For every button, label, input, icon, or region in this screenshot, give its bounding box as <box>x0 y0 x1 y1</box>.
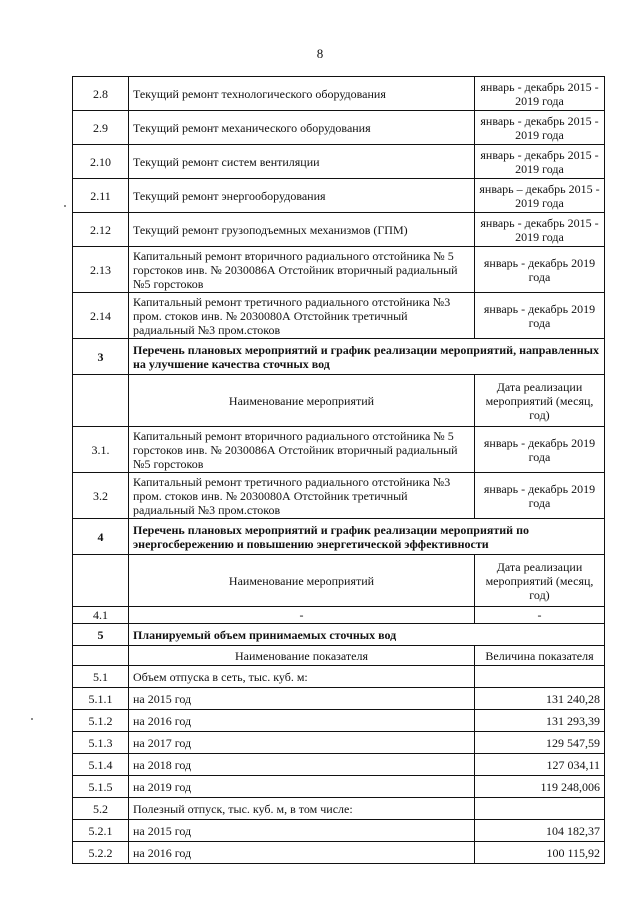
row-value: 104 182,37 <box>475 820 605 842</box>
row-number: 3.2 <box>73 473 129 519</box>
table-row <box>73 732 605 754</box>
row-value: 129 547,59 <box>475 732 605 754</box>
row-date: январь - декабрь 2015 - 2019 года <box>475 145 605 179</box>
table-row <box>73 179 605 213</box>
row-name: Капитальный ремонт третичного радиального отстойника №3 пром. стоков инв. № 2030080А Отстойник третичный радиальный №3 пром.стоков <box>129 293 475 339</box>
section-title: Перечень плановых мероприятий и график реализации мероприятий, направленных на улучшение качества сточных вод <box>129 339 605 375</box>
section-title: Перечень плановых мероприятий и график реализации мероприятий по энергосбережению и повышению энергетической эффективности <box>129 519 605 555</box>
row-name: Текущий ремонт систем вентиляции <box>129 145 475 179</box>
table-row <box>73 293 605 339</box>
table-row <box>73 213 605 247</box>
row-name: на 2017 год <box>129 732 475 754</box>
empty-cell <box>73 646 129 666</box>
row-number: 2.12 <box>73 213 129 247</box>
table-row <box>73 776 605 798</box>
row-date: январь - декабрь 2015 - 2019 года <box>475 77 605 111</box>
section-number: 5 <box>73 624 129 646</box>
column-header-name: Наименование мероприятий <box>129 555 475 607</box>
row-number: 5.2 <box>73 798 129 820</box>
column-header-date: Дата реализации мероприятий (месяц, год) <box>475 555 605 607</box>
column-header-date: Дата реализации мероприятий (месяц, год) <box>475 375 605 427</box>
row-number: 5.1.2 <box>73 710 129 732</box>
row-number: 4.1 <box>73 607 129 624</box>
row-number: 3.1. <box>73 427 129 473</box>
row-name: на 2018 год <box>129 754 475 776</box>
row-value <box>475 798 605 820</box>
row-name: на 2016 год <box>129 842 475 864</box>
column-header-row <box>73 646 605 666</box>
section-header-row <box>73 519 605 555</box>
row-value <box>475 666 605 688</box>
table-row <box>73 473 605 519</box>
row-number: 5.1.5 <box>73 776 129 798</box>
row-value: 119 248,006 <box>475 776 605 798</box>
row-name: на 2019 год <box>129 776 475 798</box>
table-row <box>73 666 605 688</box>
table-row <box>73 247 605 293</box>
row-number: 2.9 <box>73 111 129 145</box>
row-number: 2.13 <box>73 247 129 293</box>
section-header-row <box>73 339 605 375</box>
table-row <box>73 842 605 864</box>
row-number: 5.1.4 <box>73 754 129 776</box>
empty-cell <box>73 555 129 607</box>
page-number: 8 <box>316 46 324 61</box>
row-number: 5.2.1 <box>73 820 129 842</box>
table-row <box>73 427 605 473</box>
scan-speck <box>31 718 33 720</box>
row-value: 100 115,92 <box>475 842 605 864</box>
column-header-row <box>73 555 605 607</box>
table-row <box>73 77 605 111</box>
column-header-value: Величина показателя <box>475 646 605 666</box>
row-date: январь - декабрь 2019 года <box>475 473 605 519</box>
row-name: на 2015 год <box>129 820 475 842</box>
row-name: Капитальный ремонт вторичного радиального отстойника № 5 горстоков инв. № 2030086А Отстойник вторичный радиальный №5 горстоков <box>129 427 475 473</box>
row-date: январь - декабрь 2019 года <box>475 247 605 293</box>
row-number: 5.1.3 <box>73 732 129 754</box>
row-date: январь - декабрь 2019 года <box>475 293 605 339</box>
row-number: 2.8 <box>73 77 129 111</box>
table-row <box>73 688 605 710</box>
row-date: январь – декабрь 2015 - 2019 года <box>475 179 605 213</box>
section-number: 3 <box>73 339 129 375</box>
row-name: Объем отпуска в сеть, тыс. куб. м: <box>129 666 475 688</box>
row-value: 127 034,11 <box>475 754 605 776</box>
row-value: 131 293,39 <box>475 710 605 732</box>
row-date: январь - декабрь 2019 года <box>475 427 605 473</box>
section-header-row <box>73 624 605 646</box>
row-number: 2.10 <box>73 145 129 179</box>
row-name: Текущий ремонт энергооборудования <box>129 179 475 213</box>
row-name: Текущий ремонт механического оборудования <box>129 111 475 145</box>
table-row <box>73 710 605 732</box>
empty-cell <box>73 375 129 427</box>
row-name: на 2016 год <box>129 710 475 732</box>
row-name: Текущий ремонт грузоподъемных механизмов (ГПМ) <box>129 213 475 247</box>
table-row <box>73 820 605 842</box>
row-date: - <box>475 607 605 624</box>
table-row <box>73 607 605 624</box>
plan-table <box>72 76 605 864</box>
row-name: на 2015 год <box>129 688 475 710</box>
section-title: Планируемый объем принимаемых сточных вод <box>129 624 605 646</box>
row-name: Полезный отпуск, тыс. куб. м, в том числе: <box>129 798 475 820</box>
table-row <box>73 798 605 820</box>
row-date: январь - декабрь 2015 - 2019 года <box>475 213 605 247</box>
table-row <box>73 111 605 145</box>
table-row <box>73 145 605 179</box>
row-number: 5.2.2 <box>73 842 129 864</box>
row-number: 2.11 <box>73 179 129 213</box>
row-name: Текущий ремонт технологического оборудования <box>129 77 475 111</box>
row-number: 2.14 <box>73 293 129 339</box>
scan-speck <box>64 205 66 207</box>
row-number: 5.1.1 <box>73 688 129 710</box>
section-number: 4 <box>73 519 129 555</box>
table-row <box>73 754 605 776</box>
row-number: 5.1 <box>73 666 129 688</box>
row-name: - <box>129 607 475 624</box>
column-header-name: Наименование мероприятий <box>129 375 475 427</box>
column-header-name: Наименование показателя <box>129 646 475 666</box>
row-name: Капитальный ремонт третичного радиального отстойника №3 пром. стоков инв. № 2030080А Отстойник третичный радиальный №3 пром.стоков <box>129 473 475 519</box>
row-value: 131 240,28 <box>475 688 605 710</box>
row-name: Капитальный ремонт вторичного радиального отстойника № 5 горстоков инв. № 2030086А Отстойник вторичный радиальный №5 горстоков <box>129 247 475 293</box>
column-header-row <box>73 375 605 427</box>
row-date: январь - декабрь 2015 - 2019 года <box>475 111 605 145</box>
